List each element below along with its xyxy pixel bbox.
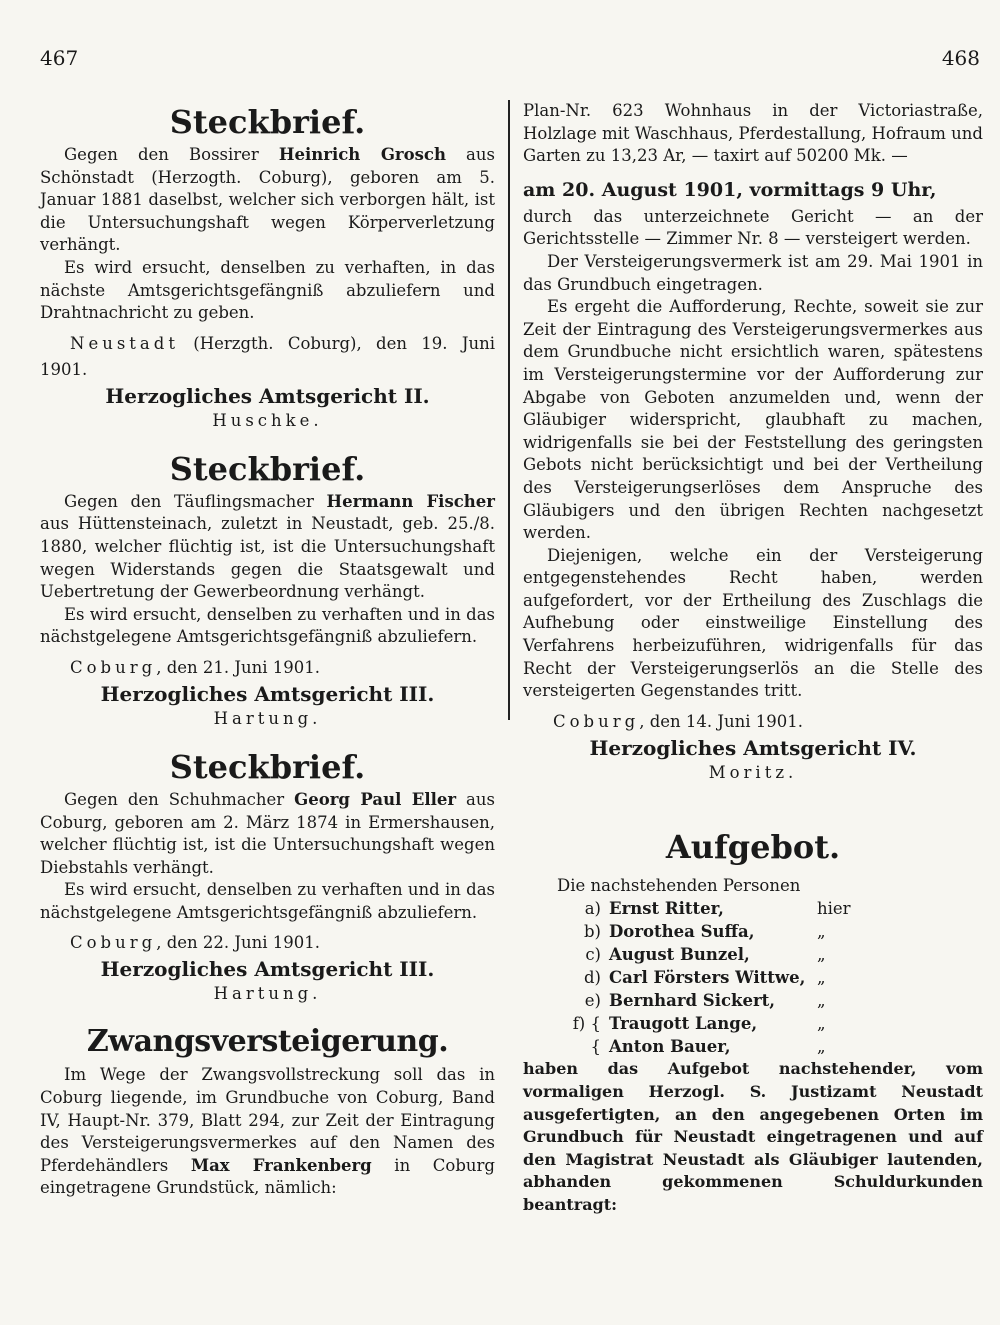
list-item: a) Ernst Ritter, hier	[584, 899, 851, 919]
list-item: d) Carl Försters Wittwe, „	[584, 968, 826, 988]
left-column	[40, 100, 495, 1200]
signature: Hartung.	[213, 984, 322, 1004]
wanted-person-name: Georg Paul Eller	[294, 789, 457, 809]
wanted-person-name: Heinrich Grosch	[278, 145, 446, 164]
notice-request: Es wird ersucht, denselben zu verhaften und in das nächstgelegene Amtsgerichtsgefängniß abzuliefern.	[40, 880, 495, 922]
aufgebot-body: haben das Aufgebot nachstehender, vom vormaligen Herzogl. S. Justizamt Neustadt ausgefertigten, an den angegebenen Orten im Grundbuch für Neustadt eingetragenen und auf den Magistrat Neustadt als Gläubiger lautenden, abhanden gekommenen Schuldurkunden beantragt:	[523, 1059, 983, 1214]
signature: Huschke.	[212, 410, 323, 430]
notice-request: Es wird ersucht, denselben zu verhaften und in das nächstgelegene Amtsgerichtsgefängniß abzuliefern.	[40, 604, 495, 647]
notice-body: Gegen den Täuflingsmacher Hermann Fischer aus Hüttensteinach, zuletzt in Neustadt, geb. 25./8. 1880, welcher flüchtig ist, ist die Untersuchungshaft wegen Widerstands gegen die Staatsgewalt und Uebertretung der Gewerbeordnung verhängt.	[40, 491, 495, 602]
notice-heading: Steckbrief.	[169, 103, 366, 141]
court-name: Herzogliches Amtsgericht III.	[100, 957, 435, 982]
list-item: b) Dorothea Suffa, „	[584, 922, 826, 942]
auction-location: durch das unterzeichnete Gericht — an der Gerichtsstelle — Zimmer Nr. 8 — versteigert werden.	[523, 206, 983, 249]
court-name: Herzogliches Amtsgericht IV.	[589, 735, 917, 760]
page-number-left: 467	[40, 46, 79, 70]
notice-request: Es wird ersucht, denselben zu verhaften, in das nächste Amtsgerichtsgefängniß abzuliefern und Drahtnachricht zu geben.	[40, 257, 495, 323]
registration-note: Der Versteigerungsvermerk ist am 29. Mai 1901 in das Grundbuch eingetragen.	[523, 251, 983, 294]
wanted-person-name: Hermann Fischer	[326, 491, 495, 511]
notice-heading: Steckbrief.	[169, 747, 366, 786]
notice-place-date: Coburg, den 21. Juni 1901.	[70, 657, 321, 677]
court-name: Herzogliches Amtsgericht II.	[105, 383, 430, 408]
persons-list	[561, 897, 891, 1058]
right-column	[523, 100, 983, 1217]
notice-steckbrief-1	[40, 102, 495, 433]
notice-heading: Aufgebot.	[665, 827, 841, 866]
list-item: f) { Traugott Lange, „	[572, 1014, 826, 1034]
auction-date: am 20. August 1901, vormittags 9 Uhr,	[523, 178, 937, 201]
signature: Moritz.	[708, 762, 798, 782]
notice-body: Gegen den Schuhmacher Georg Paul Eller aus Coburg, geboren am 2. März 1874 in Ermershausen, welcher flüchtig ist, ist die Untersuchungshaft wegen Diebstahls verhängt.	[40, 789, 495, 877]
claims-notice: Es ergeht die Aufforderung, Rechte, soweit sie zur Zeit der Eintragung des Versteigerungsvermerkes aus dem Grundbuche nicht ersichtlich waren, spätestens im Versteigerungstermine vor der Aufforderung zur Abgabe von Geboten anzumelden und, wenn der Gläubiger widerspricht, glaubhaft zu machen, widrigenfalls sie bei der Feststellung des geringsten Gebots nicht berücksichtigt und bei der Vertheilung des Versteigerungserlöses dem Anspruche des Gläubigers und den übrigen Rechten nachgesetzt werden.	[523, 297, 983, 543]
notice-heading: Zwangsversteigerung.	[86, 1024, 449, 1060]
page-number-right: 468	[941, 46, 980, 70]
notice-place-date: Coburg, den 14. Juni 1901.	[553, 711, 804, 731]
notice-place-date: Coburg, den 22. Juni 1901.	[70, 933, 321, 953]
notice-body: Im Wege der Zwangsvollstreckung soll das in Coburg liegende, im Grundbuche von Coburg, Band IV, Haupt-Nr. 379, Blatt 294, zur Zeit der Eintragung des Versteigerungsvermerkes auf den Namen des Pferdehändlers Max Frankenberg in Coburg eingetragene Grundstück, nämlich:	[40, 1065, 495, 1198]
owner-name: Max Frankenberg	[190, 1155, 372, 1175]
list-item: { Anton Bauer, „	[590, 1037, 826, 1057]
signature: Hartung.	[213, 708, 322, 728]
court-name: Herzogliches Amtsgericht III.	[100, 681, 435, 706]
list-item: c) August Bunzel, „	[585, 945, 826, 965]
notice-steckbrief-3	[40, 747, 495, 1007]
objection-notice: Diejenigen, welche ein der Versteigerung entgegenstehendes Recht haben, werden aufgefordert, vor der Ertheilung des Zuschlags die Aufhebung oder einstweilige Einstellung des Verfahrens herbeizuführen, widrigenfalls für das Recht der Versteigerungserlös an die Stelle des versteigerten Gegenstandes tritt.	[523, 545, 983, 701]
column-divider	[508, 100, 510, 720]
list-item: e) Bernhard Sickert, „	[584, 991, 826, 1011]
notice-heading: Steckbrief.	[169, 449, 366, 488]
notice-body: Gegen den Bossirer Heinrich Grosch aus Schönstadt (Herzogth. Coburg), geboren am 5. Januar 1881 daselbst, welcher sich verborgen hält, ist die Untersuchungshaft wegen Körperverletzung verhängt.	[40, 145, 495, 255]
property-description: Plan-Nr. 623 Wohnhaus in der Victoriastraße, Holzlage mit Waschhaus, Pferdestallung, Hofraum und Garten zu 13,23 Ar, — taxirt auf 50200 Mk. —	[523, 101, 983, 166]
notice-zwangsversteigerung	[40, 1022, 495, 1200]
notice-aufgebot	[523, 827, 983, 1217]
notice-steckbrief-2	[40, 449, 495, 731]
notice-place-date: Neustadt (Herzgth. Coburg), den 19. Juni 1901.	[40, 333, 495, 379]
aufgebot-intro: Die nachstehenden Personen	[557, 875, 801, 895]
